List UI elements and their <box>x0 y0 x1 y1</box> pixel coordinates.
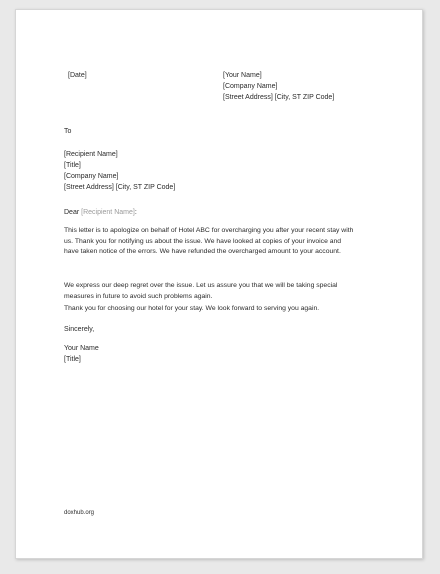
sender-name: [Your Name] <box>223 72 262 79</box>
recipient-title: [Title] <box>64 162 81 169</box>
letter-page <box>15 9 423 559</box>
sender-address-block <box>223 70 334 103</box>
body-paragraph-1: This letter is to apologize on behalf of Hotel ABC for overcharging you after your recent stay with us. Thank you for notifying us about the issue. We have looked at copies of your invoice and have taken notice of the errors. We have refunded the overcharged amount to your account. <box>64 227 354 256</box>
body-paragraph-2: We express our deep regret over the issue. Let us assure you that we will be taking special measures in future to avoid such problems again. <box>64 282 338 300</box>
recipient-address-block <box>64 149 175 193</box>
signer-name: Your Name <box>64 345 99 352</box>
salutation-recipient-name: [Recipient Name] <box>81 209 135 216</box>
salutation <box>64 207 137 218</box>
sender-street-address: [Street Address] [City, ST ZIP Code] <box>223 94 335 101</box>
sender-company: [Company Name] <box>223 83 278 90</box>
body-paragraph-3: Thank you for choosing our hotel for your stay. We look forward to serving you again. <box>64 305 320 312</box>
recipient-name: [Recipient Name] <box>64 151 118 158</box>
signature-block <box>64 343 99 365</box>
to-label: To <box>64 128 72 135</box>
recipient-company: [Company Name] <box>64 173 119 180</box>
recipient-street-address: [Street Address] [City, ST ZIP Code] <box>64 184 176 191</box>
salutation-prefix: Dear <box>64 209 82 216</box>
date-field: [Date] <box>68 72 87 79</box>
salutation-suffix: : <box>134 209 137 216</box>
footer-watermark: doxhub.org <box>64 510 95 516</box>
sign-off: Sincerely, <box>64 326 95 333</box>
signer-title: [Title] <box>64 356 81 363</box>
